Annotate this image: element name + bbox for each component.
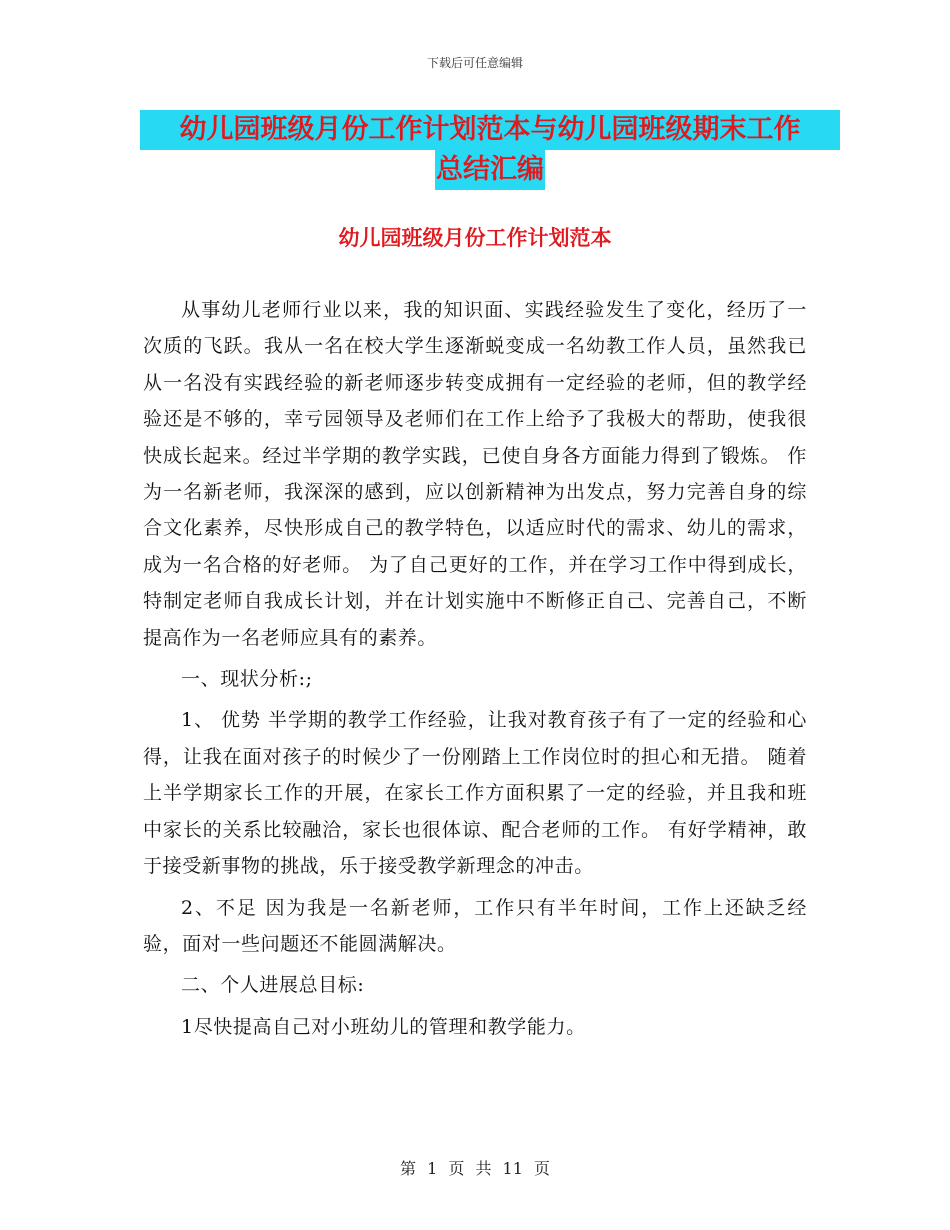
document-body — [143, 292, 807, 1050]
paragraph-heading-status: 一、现状分析:; — [181, 668, 313, 691]
paragraph-heading-goals: 二、个人进展总目标: — [181, 974, 365, 997]
paragraph-weaknesses: 2、不足 因为我是一名新老师，工作只有半年时间，工作上还缺乏经验，面对一些问题还不能圆满解决。 — [143, 896, 807, 955]
paragraph-strengths: 1、 优势 半学期的教学工作经验，让我对教育孩子有了一定的经验和心得，让我在面对孩子的时候少了一份刚踏上工作岗位时的担心和无措。 随着上半学期家长工作的开展，在家长工作方面积累了一定的经验，并且我和班中家长的关系比较融洽，家长也很体谅、配合老师的工作。 有好学精神，敢于接受新事物的挑战，乐于接受教学新理念的冲击。 — [143, 709, 807, 878]
page-footer: 第 1 页 共 11 页 — [400, 1159, 550, 1178]
document-title-line-2: 总结汇编 — [435, 150, 545, 190]
document-title-line-1: 幼儿园班级月份工作计划范本与幼儿园班级期末工作 — [140, 110, 840, 150]
section-title: 幼儿园班级月份工作计划范本 — [338, 226, 612, 250]
header-note: 下载后可任意编辑 — [426, 56, 523, 70]
paragraph-goal-1: 1尽快提高自己对小班幼儿的管理和教学能力。 — [181, 1015, 586, 1038]
paragraph-intro: 从事幼儿老师行业以来，我的知识面、实践经验发生了变化，经历了一次质的飞跃。我从一名在校大学生逐渐蜕变成一名幼教工作人员，虽然我已从一名没有实践经验的新老师逐步转变成拥有一定经验的老师，但的教学经验还是不够的，幸亏园领导及老师们在工作上给予了我极大的帮助，使我很快成长起来。经过半学期的教学实践，已使自身各方面能力得到了锻炼。 作为一名新老师，我深深的感到，应以创新精神为出发点，努力完善自身的综合文化素养，尽快形成自己的教学特色，以适应时代的需求、幼儿的需求，成为一名合格的好老师。 为了自己更好的工作，并在学习工作中得到成长，特制定老师自我成长计划，并在计划实施中不断修正自己、完善自己，不断提高作为一名老师应具有的素养。 — [143, 299, 807, 649]
document-title — [140, 110, 840, 190]
